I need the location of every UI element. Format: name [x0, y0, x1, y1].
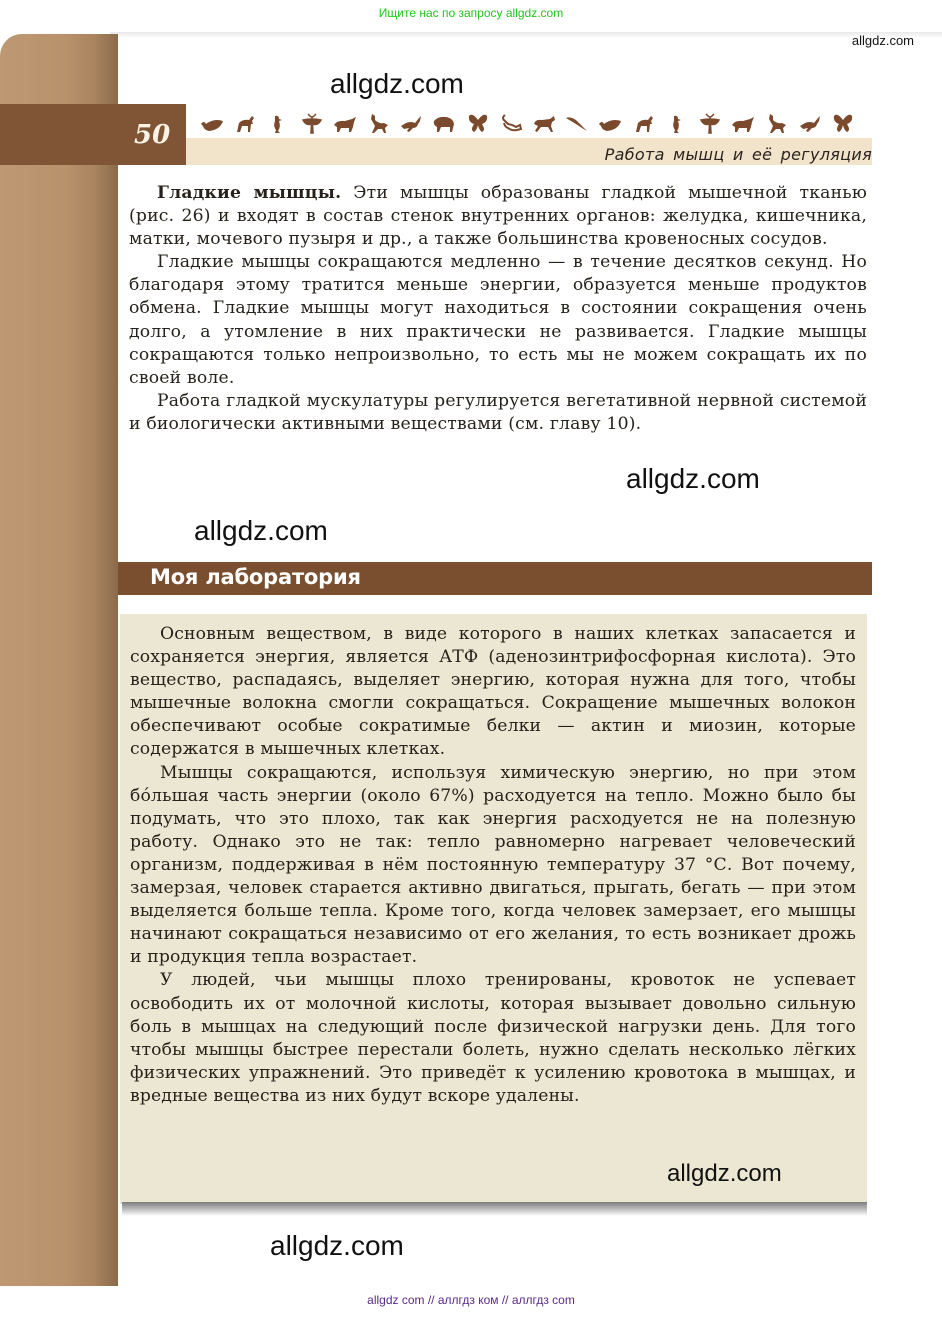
whale-icon [200, 112, 224, 134]
moose-icon [632, 112, 656, 134]
main-text [129, 182, 867, 436]
antelope-icon [399, 112, 423, 134]
watermark[interactable]: allgdz.com [330, 68, 464, 99]
horse-icon [532, 112, 556, 134]
paragraph: Гладкие мышцы сокращаются медленно — в течение десятков секунд. Но благодаря этому тратится меньше энергии, образуется меньше продуктов обмена. Гладкие мышцы могут находиться в состоянии сокращения очень долго, а утомление в них практически не развивается. Гладкие мышцы сокращаются только непроизвольно, то есть мы не можем сокращать их по своей воле. [129, 252, 867, 388]
cat-icon [366, 112, 390, 134]
bull-icon [333, 112, 357, 134]
scorpion-icon [499, 112, 523, 134]
swallow-icon [565, 112, 589, 134]
antelope-icon [798, 112, 822, 134]
butterfly-icon [831, 112, 855, 134]
lab-paragraph: Основным веществом, в виде которого в наших клетках запасается и сохраняется энергия, является АТФ (аденозинтрифосфорная кислота). Это вещество, распадаясь, выделяет энергию, которая нужна для того, чтобы мышечные волокна смогли сокращаться. Сокращение мышечных волокон обеспечивают особые сократимые белки — актин и миозин, которые содержатся в мышечных клетках. [130, 624, 856, 760]
paragraph-smooth-muscles: Гладкие мышцы. Эти мышцы образованы гладкой мышечной тканью (рис. 26) и входят в состав стенок внутренних органов: желудка, кишечника, матки, мочевого пузыря и др., а также большинства кровеносных сосудов. [129, 183, 868, 250]
bison-icon [432, 112, 456, 134]
animal-frieze [200, 110, 855, 134]
paragraph: Работа гладкой мускулатуры регулируется вегетативной нервной системой и биологически активными веществами (см. главу 10). [129, 390, 867, 434]
book-spine [0, 34, 118, 1286]
corner-watermark[interactable]: allgdz.com [851, 33, 914, 48]
term-smooth-muscles: Гладкие мышцы. [157, 183, 342, 203]
moose-icon [233, 112, 257, 134]
insect-icon [698, 112, 722, 134]
watermark[interactable]: allgdz.com [626, 463, 760, 494]
lab-box-shadow [122, 1202, 867, 1216]
bull-icon [731, 112, 755, 134]
page-top-edge [110, 32, 942, 38]
footer-links[interactable]: allgdz com // аллгдз ком // аллгдз com [367, 1293, 575, 1307]
lab-paragraph: У людей, чьи мышцы плохо тренированы, кровоток не успевает освободить их от молочной кислоты, которая вызывает довольно сильную боль в мышцах на следующий после физической нагрузки день. Для того чтобы мышцы быстрее перестали болеть, нужно сделать несколько лёгких физических упражнений. Это приведёт к усилению кровотока в мышцах, и вредные вещества из них будут вскоре удалены. [130, 970, 856, 1106]
bird-icon [665, 112, 689, 134]
insect-icon [300, 112, 324, 134]
lab-text [130, 623, 856, 1108]
lab-paragraph: Мышцы сокращаются, используя химическую энергию, но при этом бóльшая часть энергии (около 67%) расходуется на тепло. Можно было бы подумать, что это плохо, так как энергия расходуется не на полезную работу. Однако это не так: тепло равномерно нагревает человеческий организм, поддерживая в нём постоянную температуру 37 °С. Вот почему, замерзая, человек старается активно двигаться, прыгать, бегать — при этом выделяется больше тепла. Кроме того, когда человек замерзает, его мышцы начинают сокращаться независимо от его желания, то есть возникает дрожь и продукция тепла возрастает. [130, 762, 856, 968]
watermark[interactable]: allgdz.com [667, 1160, 782, 1187]
watermark[interactable]: allgdz.com [270, 1230, 404, 1261]
lab-section-title: Моя лаборатория [150, 565, 361, 589]
watermark[interactable]: allgdz.com [194, 515, 328, 546]
butterfly-icon [466, 112, 490, 134]
cat-icon [764, 112, 788, 134]
bird-icon [266, 112, 290, 134]
whale-icon [598, 112, 622, 134]
search-banner[interactable]: Ищите нас по запросу allgdz.com [378, 6, 564, 20]
page-number: 50 [134, 120, 171, 150]
chapter-title: Работа мышц и её регуляция [604, 145, 872, 164]
